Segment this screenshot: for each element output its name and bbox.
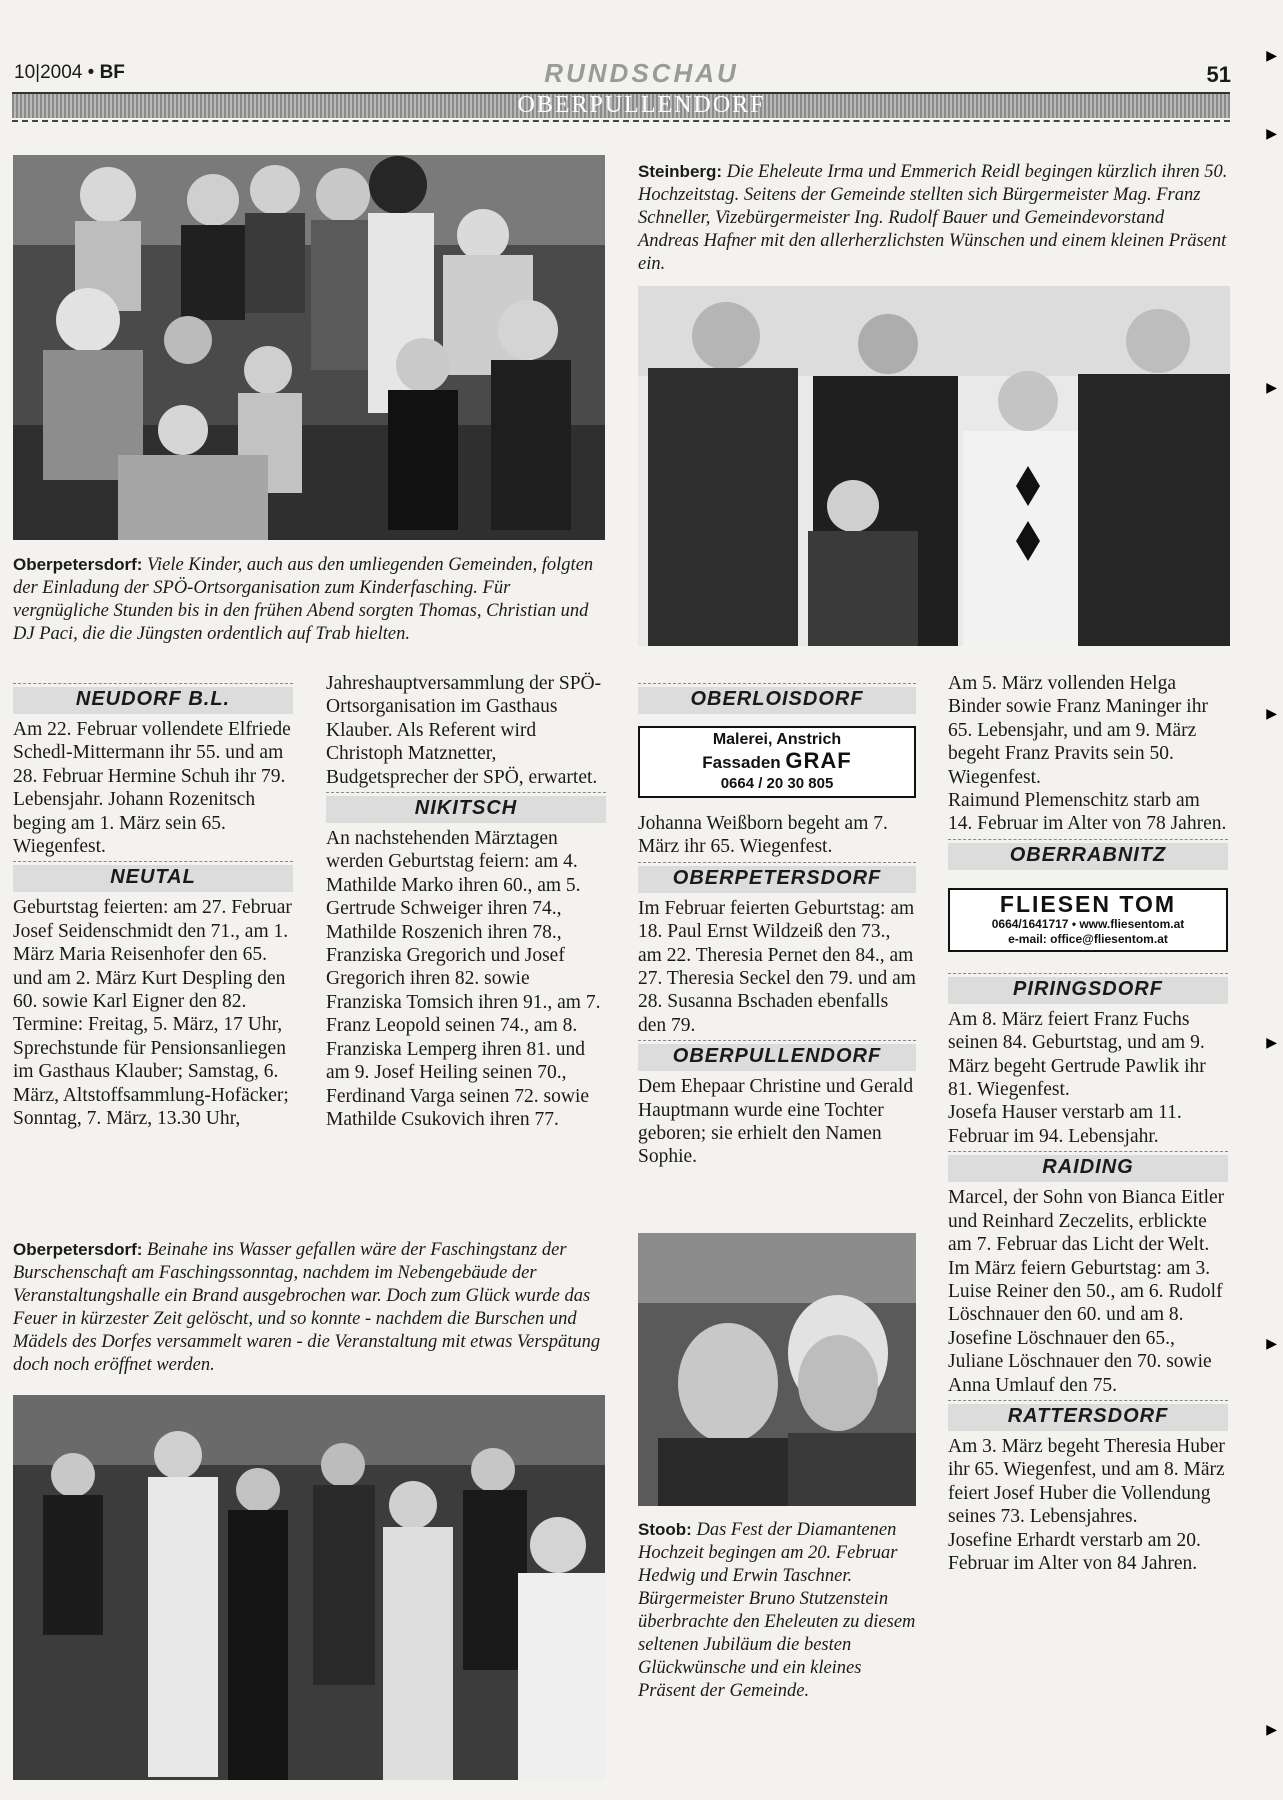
scan-mark: ▶ [1266,1337,1277,1352]
ad-fliesen-tom [948,888,1228,952]
caption-steinberg [638,160,1228,276]
caption-kinderfasching [13,553,605,646]
scan-mark: ▶ [1266,707,1277,722]
header-dashed-rule [12,120,1230,122]
ad-malerei-graf [638,726,916,798]
article-neudorf: Am 22. Februar vollendete Elfriede Schedl-Mittermann ihr 55. und am 28. Februar Hermine Schuh ihr 79. Lebensjahr. Johann Rozenitsch beging am 1. März sein 65. Wiegenfest. [13,719,291,858]
column-4 [948,672,1228,1575]
photo-steinberg [638,286,1230,646]
section-header-oberpullendorf: OBERPULLENDORF [638,1037,916,1075]
article-nikitsch: An nachstehenden Märztagen werden Geburtstag feiern: am 4. Mathilde Marko ihren 60., am 5. Gertrude Schweiger ihren 74., Mathilde Roszenich ihren 78., Franziska Gregorich und Josef Gregorich ihren 82. sowie Franziska Tomsich ihren 91., am 7. Franz Leopold seinen 74., am 8. Franziska Lemperg ihren 81. und am 9. Josef Heiling seinen 70., Ferdinand Varga seinen 72. sowie Mathilde Csukovich ihren 77. [326,828,601,1130]
article-piringsdorf-obituary: Josefa Hauser verstarb am 11. Februar im 94. Lebensjahr. [948,1102,1182,1147]
article-raiding-birth: Marcel, der Sohn von Bianca Eitler und Reinhard Zeczelits, erblickte am 7. Februar das Licht der Welt. [948,1187,1225,1256]
ad-graf-name: GRAF [785,748,852,773]
article-oberloisdorf-obituary: Raimund Plemenschitz starb am 14. Februar im Alter von 78 Jahren. [948,790,1227,835]
section-header-neudorf: NEUDORF B.L. [13,680,293,718]
scan-mark: ▶ [1266,381,1277,396]
article-oberloisdorf: Johanna Weißborn begeht am 7. März ihr 65. Wiegenfest. [638,813,888,858]
article-rattersdorf-obituary: Josefine Erhardt verstarb am 20. Februar im Alter von 84 Jahren. [948,1529,1201,1574]
caption-faschingstanz [13,1238,605,1377]
photo-faschingstanz [13,1395,605,1780]
article-neutal-dates: Termine: Freitag, 5. März, 17 Uhr, Sprechstunde für Pensionsanliegen im Gasthaus Klauber; Samstag, 6. März, Altstoffsammlung-Hofäcker; Sonntag, 7. März, 13.30 Uhr, [13,1014,289,1130]
caption-lead: Steinberg: [638,162,723,181]
section-header-oberloisdorf: OBERLOISDORF [638,680,916,718]
scan-mark: ▶ [1266,49,1277,64]
article-raiding-birthdays: Im März feiern Geburtstag: am 3. Luise Reiner den 50., am 6. Rudolf Löschnauer den 60. und am 8. Josefine Löschnauer den 65., Juliane Löschnauer den 70. sowie Anna Umlauf den 75. [948,1257,1223,1396]
ad-fliesen-contact: 0664/1641717 • www.fliesentom.at [991,916,1185,931]
article-neutal-continued: Jahreshauptversammlung der SPÖ-Ortsorganisation im Gasthaus Klauber. Als Referent wird Christoph Matznetter, Budgetsprecher der SPÖ, erwartet. [326,673,602,788]
column-3 [638,680,916,1169]
caption-text: Das Fest der Diamantenen Hochzeit begingen am 20. Februar Hedwig und Erwin Taschner. Bürgermeister Bruno Stutzenstein überbrachte den Eheleuten zu diesem seltenen Jubiläum die besten Glückwünsche und ein kleines Präsent der Gemeinde. [638,1520,916,1701]
section-header-raiding: RAIDING [948,1148,1228,1186]
photo-kinderfasching [13,155,605,540]
section-header-oberrabnitz: OBERRABNITZ [948,836,1228,874]
section-header-piringsdorf: PIRINGSDORF [948,970,1228,1008]
article-oberpullendorf: Dem Ehepaar Christine und Gerald Hauptmann wurde eine Tochter geboren; sie erhielt den Namen Sophie. [638,1076,914,1168]
article-oberloisdorf-birthdays: Am 5. März vollenden Helga Binder sowie Franz Maninger ihr 65. Lebensjahr, und am 9. März begeht Franz Pravits sein 50. Wiegenfest. [948,673,1208,788]
column-2 [326,672,606,1131]
section-header-oberpetersdorf: OBERPETERSDORF [638,859,916,897]
ad-fliesen-name: FLIESEN TOM [999,890,1177,917]
page-number: 51 [1206,62,1231,87]
caption-lead: Oberpetersdorf: [13,1240,143,1259]
ad-fliesen-email: e-mail: office@fliesentom.at [1008,931,1168,946]
publication-name: BF [99,62,125,83]
ad-graf-line1: Malerei, Anstrich [712,731,842,748]
scan-mark: ▶ [1266,1036,1277,1051]
issue-number: 10|2004 [14,62,83,83]
ad-graf-line2: Fassaden GRAF [702,748,852,773]
section-header-neutal: NEUTAL [13,858,293,896]
caption-text: Beinahe ins Wasser gefallen wäre der Faschingstanz der Burschenschaft am Faschingssonntag, nachdem im Nebengebäude der Veranstaltungshalle ein Brand ausgebrochen war. Doch zum Glück wurde das Feuer in kürzester Zeit gelöscht, und so konnte - nachdem die Burschen und Mädels des Dorfes versammelt waren - die Veranstaltung mit etwas Verspätung doch noch eröffnet werden. [13,1240,601,1375]
article-piringsdorf-birthdays: Am 8. März feiert Franz Fuchs seinen 84. Geburtstag, und am 9. März begeht Gertrude Pawlik ihr 81. Wiegenfest. [948,1008,1206,1101]
column-1 [13,680,293,1131]
caption-text: Viele Kinder, auch aus den umliegenden Gemeinden, folgten der Einladung der SPÖ-Ortsorganisation zum Kinderfasching. Für vergnügliche Stunden bis in den frühen Abend sorgten Thomas, Christian und DJ Paci, die die Jüngsten ordentlich auf Trab hielten. [13,555,594,644]
section-title: RUNDSCHAU [544,58,739,88]
region-banner: OBERPULLENDORF [517,92,766,118]
bullet: • [87,62,100,83]
article-oberpetersdorf: Im Februar feierten Geburtstag: am 18. Paul Ernst Wildzeiß den 73., am 22. Theresia Pernet den 84., am 27. Theresia Seckel den 79. und am 28. Susanna Bschaden ebenfalls den 79. [638,897,916,1036]
caption-stoob [638,1518,916,1703]
caption-lead: Oberpetersdorf: [13,555,143,574]
caption-text: Die Eheleute Irma und Emmerich Reidl begingen kürzlich ihren 50. Hochzeitstag. Seitens der Gemeinde stellten sich Bürgermeister Mag. Franz Schneller, Vizebürgermeister Ing. Rudolf Bauer und Gemeindevorstand Andreas Hafner mit den allerherzlichsten Wünschen und einem kleinen Präsent ein. [638,162,1228,274]
photo-stoob [638,1233,916,1506]
section-header-nikitsch: NIKITSCH [326,789,606,827]
article-neutal-births: Geburtstag feierten: am 27. Februar Josef Seidenschmidt den 71., am 1. März Maria Reisenhofer den 65. und am 2. März Kurt Despling den 60. sowie Karl Eigner den 82. [13,897,292,1013]
article-rattersdorf-birthdays: Am 3. März begeht Theresia Huber ihr 65. Wiegenfest, und am 8. März feiert Josef Huber die Vollendung seines 73. Lebensjahres. [948,1435,1225,1528]
scan-mark: ▶ [1266,127,1277,142]
caption-lead: Stoob: [638,1520,692,1539]
scan-mark: ▶ [1266,1723,1277,1738]
section-header-rattersdorf: RATTERSDORF [948,1397,1228,1435]
ad-graf-phone: 0664 / 20 30 805 [720,775,834,792]
